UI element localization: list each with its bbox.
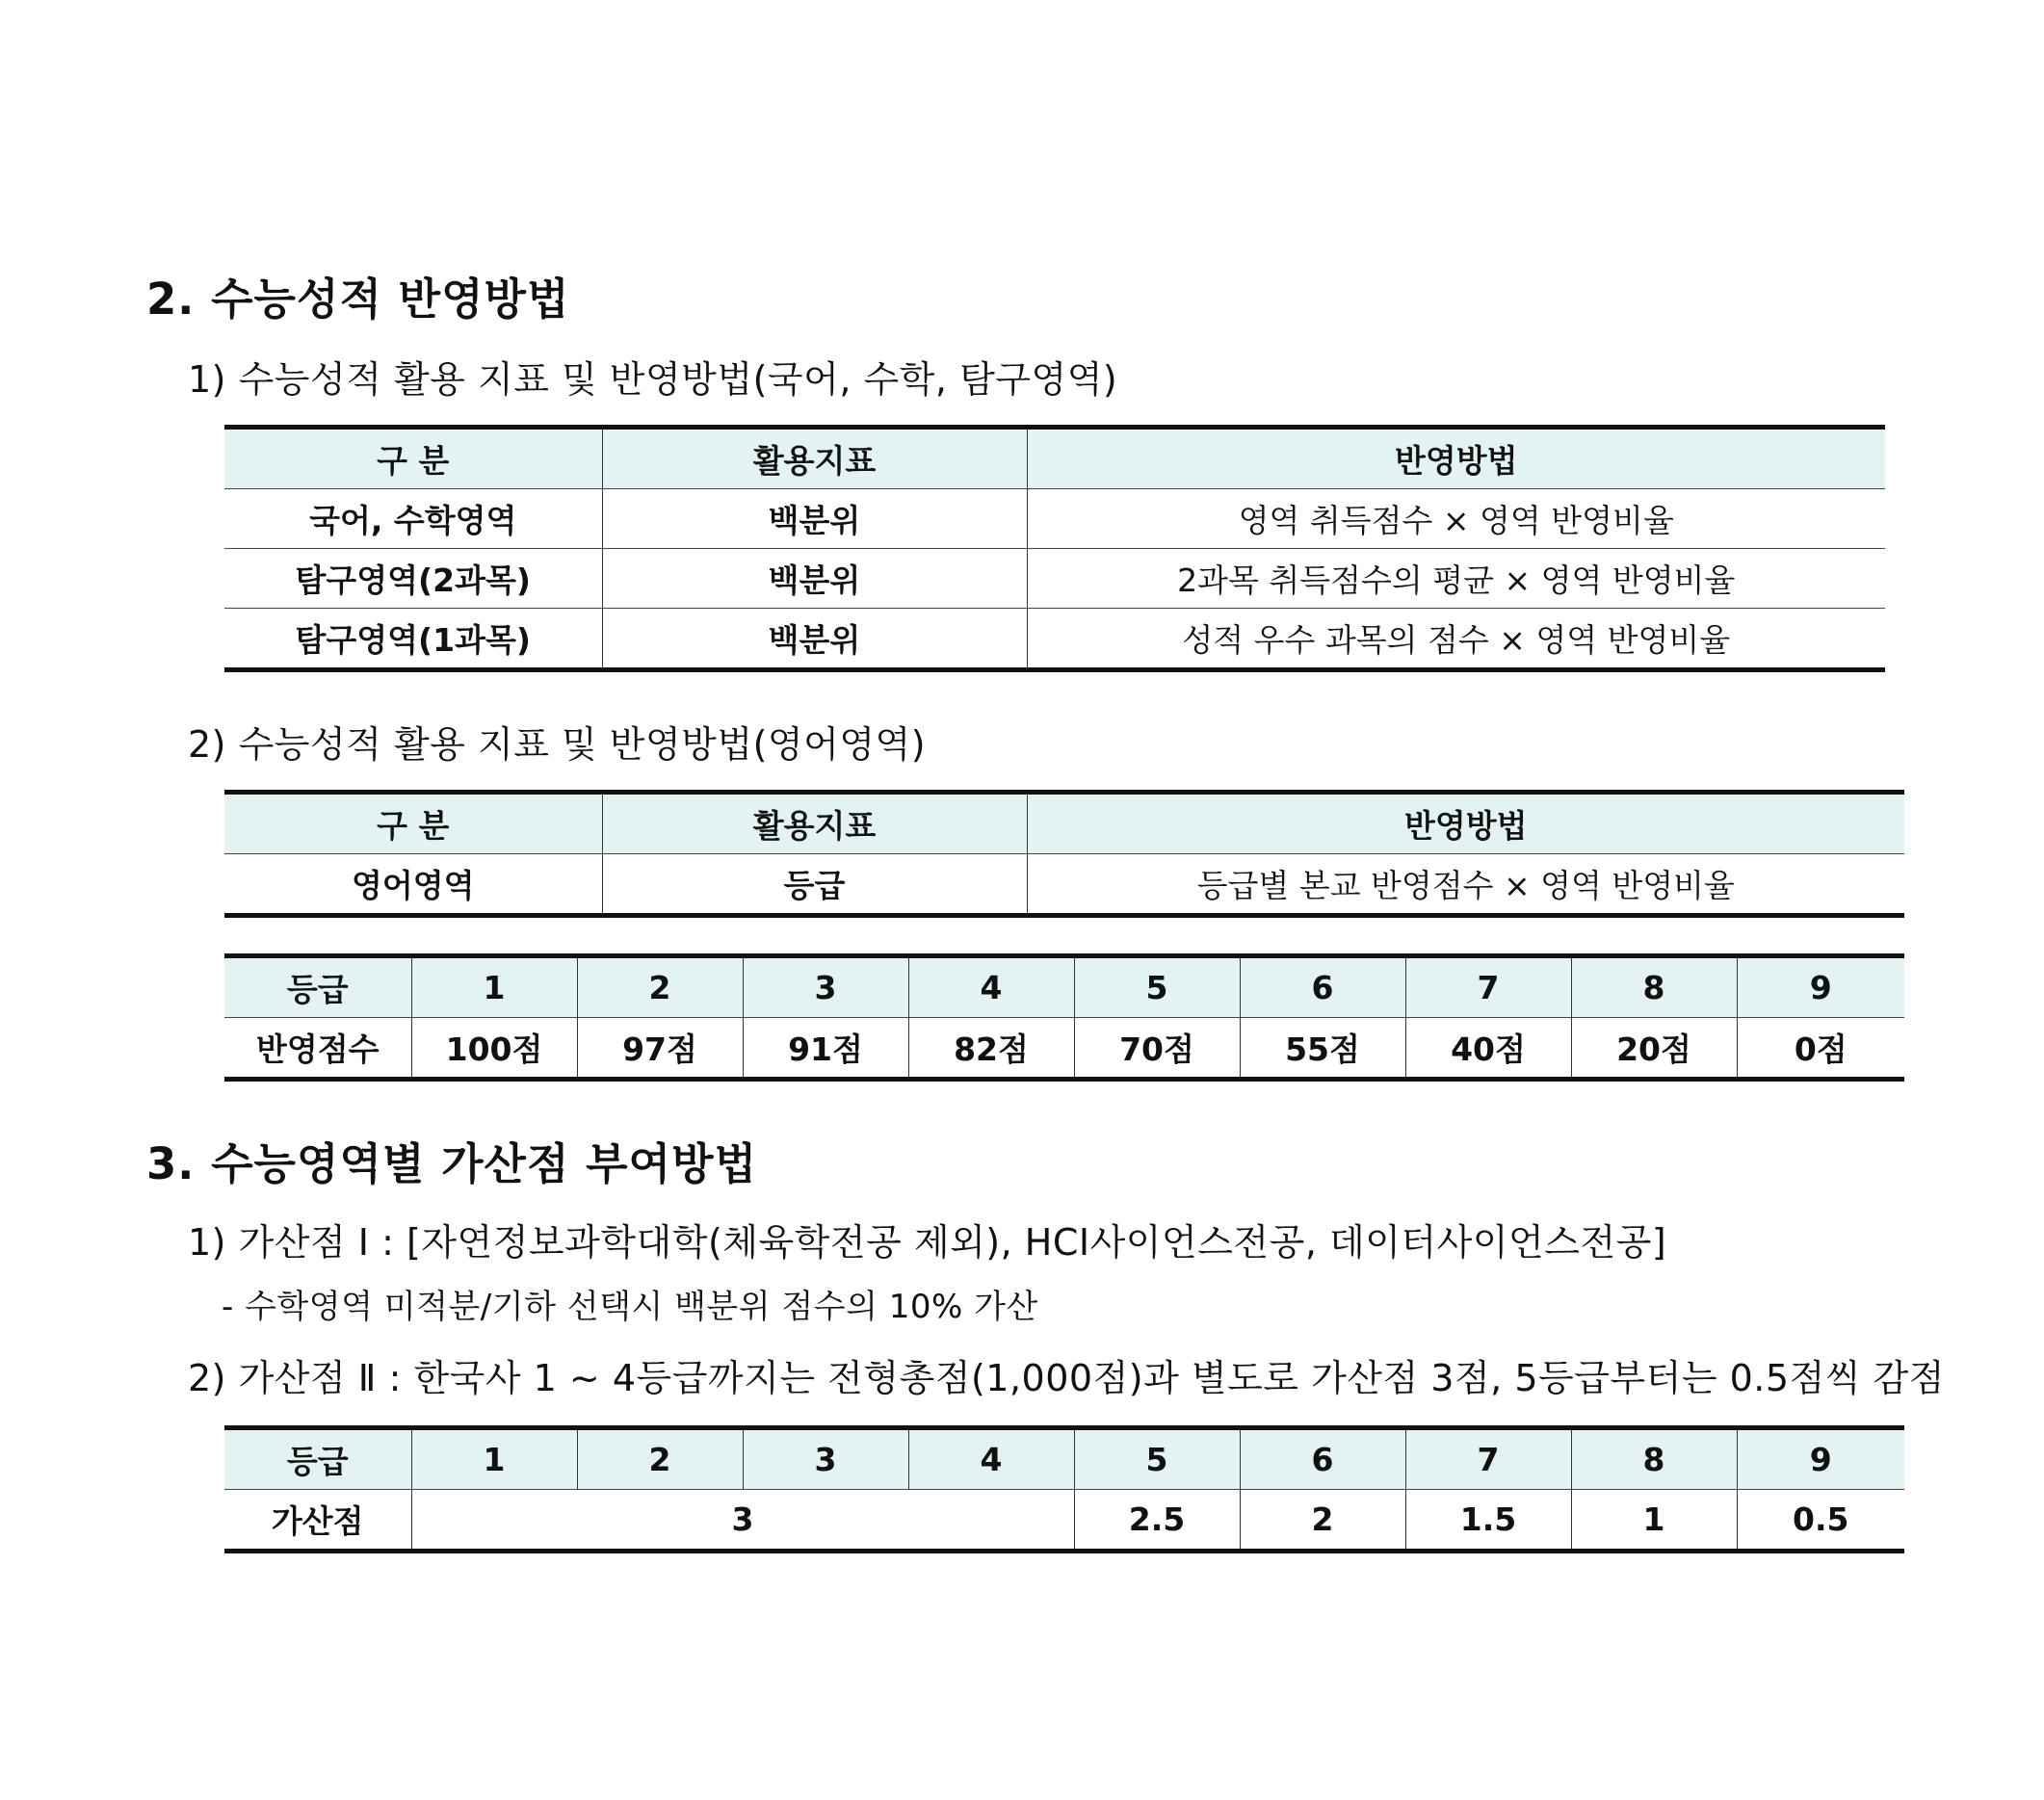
row-indicator: 백분위 <box>602 489 1027 549</box>
table-row <box>224 854 1904 916</box>
grade-cell: 8 <box>1571 1428 1737 1490</box>
grade-cell: 1 <box>411 1428 577 1490</box>
header-method: 반영방법 <box>1027 428 1885 489</box>
row-category: 탐구영역(1과목) <box>224 609 602 670</box>
history-bonus-table <box>224 1425 1904 1553</box>
row-method: 2과목 취득점수의 평균 × 영역 반영비율 <box>1027 549 1885 609</box>
section-2-title: 2. 수능성적 반영방법 <box>146 274 570 325</box>
indicator-table-korean-math-inquiry <box>224 425 1885 672</box>
row-category: 국어, 수학영역 <box>224 489 602 549</box>
bonus-cell-grades-1-4: 3 <box>411 1490 1074 1552</box>
score-cell: 70점 <box>1074 1018 1240 1080</box>
grade-cell: 3 <box>743 1428 908 1490</box>
grade-cell: 7 <box>1405 1428 1571 1490</box>
grade-cell: 1 <box>411 956 577 1018</box>
score-cell: 91점 <box>743 1018 908 1080</box>
table-row <box>224 549 1885 609</box>
score-cell: 97점 <box>577 1018 743 1080</box>
score-row <box>224 1018 1904 1080</box>
row-indicator: 백분위 <box>602 549 1027 609</box>
table-header-row <box>224 793 1904 854</box>
grade-cell: 9 <box>1737 1428 1904 1490</box>
table-header-row <box>224 428 1885 489</box>
bonus-cell: 2 <box>1240 1490 1405 1552</box>
bonus-1-title: 1) 가산점 Ⅰ : [자연정보과학대학(체육학전공 제외), HCI사이언스전공, 데이터사이언스전공] <box>188 1221 1667 1264</box>
score-cell: 100점 <box>411 1018 577 1080</box>
header-indicator: 활용지표 <box>602 793 1027 854</box>
row-method: 영역 취득점수 × 영역 반영비율 <box>1027 489 1885 549</box>
grade-cell: 5 <box>1074 956 1240 1018</box>
grade-label: 등급 <box>224 956 411 1018</box>
grade-cell: 3 <box>743 956 908 1018</box>
bonus-row <box>224 1490 1904 1552</box>
row-category: 탐구영역(2과목) <box>224 549 602 609</box>
row-indicator: 등급 <box>602 854 1027 916</box>
indicator-table-english <box>224 790 1904 918</box>
bonus-2-title: 2) 가산점 Ⅱ : 한국사 1 ~ 4등급까지는 전형총점(1,000점)과 별도로 가산점 3점, 5등급부터는 0.5점씩 감점 <box>188 1357 1945 1399</box>
score-cell: 20점 <box>1571 1018 1737 1080</box>
grade-cell: 4 <box>908 956 1074 1018</box>
subsection-1-title: 1) 수능성적 활용 지표 및 반영방법(국어, 수학, 탐구영역) <box>188 358 1118 401</box>
bonus-cell: 1.5 <box>1405 1490 1571 1552</box>
score-cell: 55점 <box>1240 1018 1405 1080</box>
english-grade-score-table <box>224 953 1904 1082</box>
bonus-cell: 1 <box>1571 1490 1737 1552</box>
grade-cell: 8 <box>1571 956 1737 1018</box>
row-method: 등급별 본교 반영점수 × 영역 반영비율 <box>1027 854 1904 916</box>
header-method: 반영방법 <box>1027 793 1904 854</box>
bonus-1-note: - 수학영역 미적분/기하 선택시 백분위 점수의 10% 가산 <box>222 1288 1038 1326</box>
section-3-title: 3. 수능영역별 가산점 부여방법 <box>146 1138 758 1189</box>
table-row <box>224 489 1885 549</box>
header-indicator: 활용지표 <box>602 428 1027 489</box>
bonus-label: 가산점 <box>224 1490 411 1552</box>
grade-header-row <box>224 1428 1904 1490</box>
score-cell: 40점 <box>1405 1018 1571 1080</box>
row-method: 성적 우수 과목의 점수 × 영역 반영비율 <box>1027 609 1885 670</box>
row-category: 영어영역 <box>224 854 602 916</box>
grade-cell: 4 <box>908 1428 1074 1490</box>
grade-cell: 5 <box>1074 1428 1240 1490</box>
grade-cell: 6 <box>1240 1428 1405 1490</box>
grade-cell: 7 <box>1405 956 1571 1018</box>
header-category: 구 분 <box>224 428 602 489</box>
header-category: 구 분 <box>224 793 602 854</box>
row-indicator: 백분위 <box>602 609 1027 670</box>
score-cell: 82점 <box>908 1018 1074 1080</box>
grade-label: 등급 <box>224 1428 411 1490</box>
grade-header-row <box>224 956 1904 1018</box>
table-row <box>224 609 1885 670</box>
score-cell: 0점 <box>1737 1018 1904 1080</box>
grade-cell: 2 <box>577 1428 743 1490</box>
grade-cell: 9 <box>1737 956 1904 1018</box>
score-label: 반영점수 <box>224 1018 411 1080</box>
bonus-cell: 0.5 <box>1737 1490 1904 1552</box>
grade-cell: 6 <box>1240 956 1405 1018</box>
grade-cell: 2 <box>577 956 743 1018</box>
bonus-cell: 2.5 <box>1074 1490 1240 1552</box>
subsection-2-title: 2) 수능성적 활용 지표 및 반영방법(영어영역) <box>188 723 927 766</box>
